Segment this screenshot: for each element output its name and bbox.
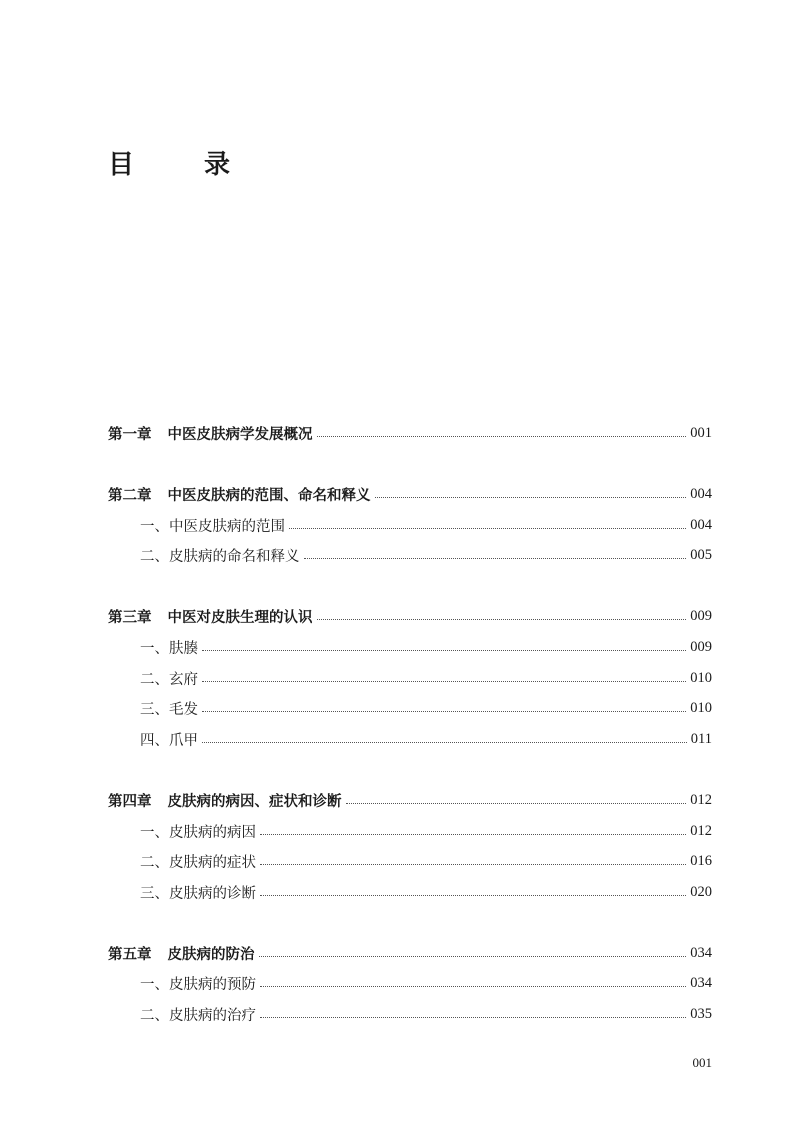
chapter-page: 004 <box>690 485 712 502</box>
section-title: 三、毛发 <box>140 702 198 719</box>
dot-leader <box>304 558 687 559</box>
dot-leader <box>317 436 687 437</box>
toc-section-entry[interactable] <box>108 724 712 755</box>
section-page: 016 <box>690 853 712 870</box>
toc-section-entry[interactable] <box>108 999 712 1030</box>
chapter-page: 009 <box>690 608 712 625</box>
chapter-title: 中医对皮肤生理的认识 <box>167 609 313 627</box>
dot-leader <box>260 1017 686 1018</box>
dot-leader <box>375 497 687 498</box>
section-page: 012 <box>690 822 712 839</box>
section-title: 四、爪甲 <box>140 732 198 749</box>
page-number: 001 <box>692 1055 712 1070</box>
toc-section-entry[interactable] <box>108 877 712 908</box>
section-title: 二、皮肤病的治疗 <box>140 1008 256 1025</box>
section-title: 一、肤腠 <box>140 640 198 657</box>
page-title: 目 录 <box>108 150 253 180</box>
chapter-page: 034 <box>690 944 712 961</box>
section-page: 010 <box>690 700 712 717</box>
chapter-title: 中医皮肤病学发展概况 <box>167 425 313 443</box>
chapter-number: 第五章 <box>108 945 152 963</box>
toc-section-entry[interactable] <box>108 846 712 877</box>
chapter-page: 001 <box>690 424 712 441</box>
dot-leader <box>202 650 686 651</box>
chapter-number: 第二章 <box>108 486 152 504</box>
dot-leader <box>260 895 686 896</box>
chapter-spacer <box>108 908 712 939</box>
toc-section-entry[interactable] <box>108 540 712 571</box>
toc-section-entry[interactable] <box>108 510 712 541</box>
section-title: 一、皮肤病的病因 <box>140 824 256 841</box>
dot-leader <box>346 803 687 804</box>
dot-leader <box>202 711 686 712</box>
toc-chapter-entry[interactable] <box>108 785 712 816</box>
chapter-number: 第四章 <box>108 792 152 810</box>
chapter-spacer <box>108 571 712 602</box>
toc-chapter-entry[interactable] <box>108 938 712 969</box>
section-title: 二、皮肤病的症状 <box>140 855 256 872</box>
section-title: 二、皮肤病的命名和释义 <box>140 549 300 566</box>
section-page: 034 <box>690 975 712 992</box>
chapter-page: 012 <box>690 791 712 808</box>
section-page: 035 <box>690 1006 712 1023</box>
section-title: 一、皮肤病的预防 <box>140 977 256 994</box>
toc-section-entry[interactable] <box>108 632 712 663</box>
toc-chapter-entry[interactable] <box>108 418 712 449</box>
dot-leader <box>202 681 686 682</box>
dot-leader <box>260 834 686 835</box>
toc-chapter-entry[interactable] <box>108 602 712 633</box>
section-page: 011 <box>690 730 712 747</box>
toc-chapter-entry[interactable] <box>108 479 712 510</box>
chapter-title: 皮肤病的防治 <box>167 945 255 963</box>
dot-leader <box>259 956 687 957</box>
chapter-spacer <box>108 755 712 786</box>
section-title: 一、中医皮肤病的范围 <box>140 518 285 535</box>
dot-leader <box>202 742 687 743</box>
dot-leader <box>289 528 686 529</box>
section-page: 009 <box>690 638 712 655</box>
toc-section-entry[interactable] <box>108 969 712 1000</box>
dot-leader <box>260 986 686 987</box>
section-title: 二、玄府 <box>140 671 198 688</box>
toc-section-entry[interactable] <box>108 816 712 847</box>
chapter-spacer <box>108 449 712 480</box>
chapter-number: 第一章 <box>108 425 152 443</box>
dot-leader <box>260 864 686 865</box>
chapter-title: 中医皮肤病的范围、命名和释义 <box>167 486 371 504</box>
chapter-number: 第三章 <box>108 609 152 627</box>
section-page: 005 <box>690 547 712 564</box>
section-page: 020 <box>690 883 712 900</box>
toc-section-entry[interactable] <box>108 663 712 694</box>
toc-section-entry[interactable] <box>108 693 712 724</box>
section-page: 004 <box>690 516 712 533</box>
dot-leader <box>317 619 687 620</box>
section-page: 010 <box>690 669 712 686</box>
table-of-contents <box>108 418 712 1030</box>
chapter-title: 皮肤病的病因、症状和诊断 <box>167 792 342 810</box>
section-title: 三、皮肤病的诊断 <box>140 885 256 902</box>
